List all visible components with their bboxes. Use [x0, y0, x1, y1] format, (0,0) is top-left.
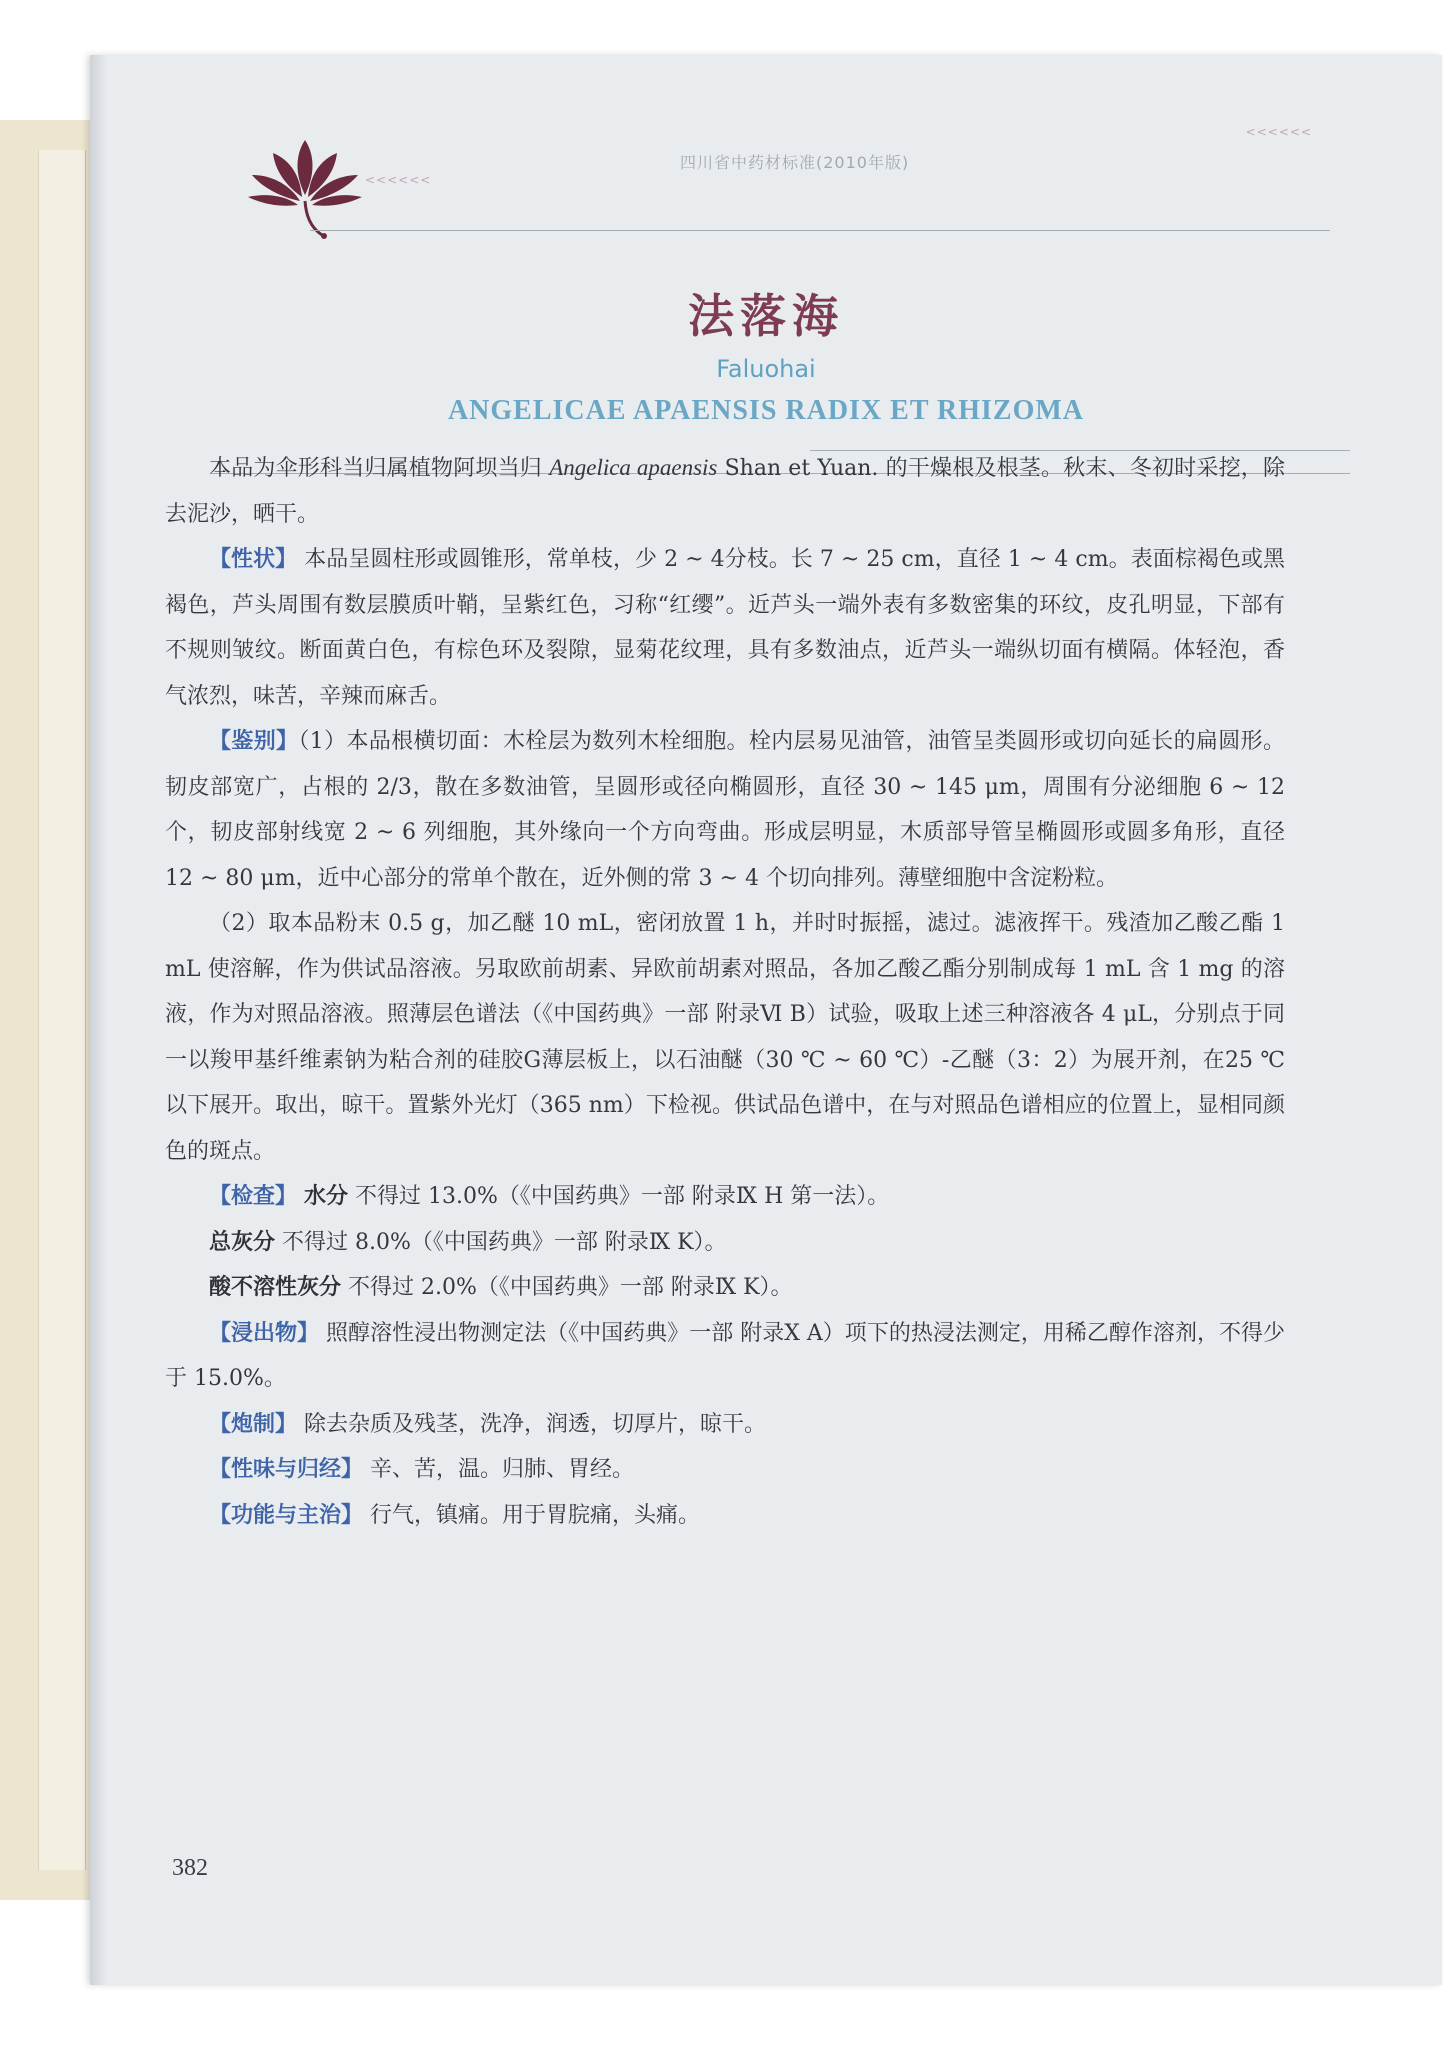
header-rule — [310, 230, 1330, 231]
extract-heading: 【浸出物】 — [209, 1320, 320, 1346]
characters-text: 本品呈圆柱形或圆锥形，常单枝，少 2 ~ 4分枝。长 7 ~ 25 cm，直径 1 ~ 4 cm。表面棕褐色或黑褐色，芦头周围有数层膜质叶鞘，呈紫红色，习称“红缨”。近芦头一端外表有多数密集的环纹，皮孔明显，下部有不规则皱纹。断面黄白色，有棕色环及裂隙，显菊花纹理，具有多数油点，近芦头一端纵切面有横隔。体轻泡，香气浓烈，味苦，辛辣而麻舌。 — [165, 547, 1285, 709]
total-ash-text: 不得过 8.0%（《中国药典》一部 附录Ⅸ K）。 — [275, 1229, 727, 1255]
intro-text-b: Shan et Yuan. 的干燥根及根茎。秋末、冬初时采挖，除去泥沙，晒干。 — [165, 456, 1285, 527]
title-latin: ANGELICAE APAENSIS RADIX ET RHIZOMA — [447, 395, 1085, 426]
functions-paragraph — [165, 1493, 1285, 1539]
page-stack-edge — [38, 150, 86, 1870]
intro-paragraph — [165, 445, 1285, 537]
processing-paragraph — [165, 1402, 1285, 1448]
moisture-label: 水分 — [304, 1184, 349, 1209]
acid-ash-text: 不得过 2.0%（《中国药典》一部 附录Ⅸ K）。 — [341, 1275, 793, 1300]
identification-item-2: （2）取本品粉末 0.5 g，加乙醚 10 mL，密闭放置 1 h，并时时振摇，滤过。滤液挥干。残渣加乙酸乙酯 1 mL 使溶解，作为供试品溶液。另取欧前胡素、异欧前胡素对照品，各加乙酸乙酯分别制成每 1 mL 含 1 mg 的溶液，作为对照品溶液。照薄层色谱法（《中国药典》一部 附录Ⅵ B）试验，吸取上述三种溶液各 4 μL，分别点于同一以羧甲基纤维素钠为粘合剂的硅胶G薄层板上，以石油醚（30 ℃ ~ 60 ℃）-乙醚（3：2）为展开剂，在25 ℃ 以下展开。取出，晾干。置紫外光灯（365 nm）下检视。供试品色谱中，在与对照品色谱相应的位置上，显相同颜色的斑点。 — [165, 911, 1285, 1164]
title-chinese: 法落海 — [688, 289, 844, 343]
nature-text: 辛、苦，温。归肺、胃经。 — [363, 1457, 635, 1482]
extract-text: 照醇溶性浸出物测定法（《中国药典》一部 附录Ⅹ A）项下的热浸法测定，用稀乙醇作溶剂，不得少于 15.0%。 — [165, 1320, 1285, 1391]
title-pinyin: Faluohai — [716, 355, 816, 383]
functions-heading: 【功能与主治】 — [209, 1502, 364, 1528]
processing-heading: 【炮制】 — [209, 1411, 298, 1437]
running-head: 四川省中药材标准(2010年版) — [680, 153, 910, 172]
species-name: Angelica apaensis — [549, 455, 718, 480]
identification-paragraph-1 — [165, 719, 1285, 901]
characters-paragraph — [165, 537, 1285, 719]
monograph-body — [165, 445, 1285, 1538]
nature-heading: 【性味与归经】 — [209, 1457, 364, 1482]
functions-text: 行气，镇痛。用于胃脘痛，头痛。 — [363, 1502, 701, 1528]
acid-ash-label: 酸不溶性灰分 — [209, 1275, 342, 1300]
nature-paragraph — [165, 1447, 1285, 1493]
characters-heading: 【性状】 — [209, 547, 298, 572]
acid-ash-paragraph — [165, 1265, 1285, 1311]
processing-text: 除去杂质及残茎，洗净，润透，切厚片，晾干。 — [297, 1411, 767, 1437]
identification-paragraph-2 — [165, 901, 1285, 1174]
identification-heading: 【鉴别】 — [209, 729, 299, 754]
header-ornament-right: <<<<<< — [1245, 125, 1312, 139]
page-number: 382 — [172, 1855, 208, 1881]
intro-text-a: 本品为伞形科当归属植物阿坝当归 — [209, 456, 550, 481]
total-ash-paragraph — [165, 1220, 1285, 1266]
moisture-text: 不得过 13.0%（《中国药典》一部 附录Ⅸ H 第一法）。 — [348, 1184, 890, 1209]
examination-paragraph — [165, 1174, 1285, 1220]
examination-heading: 【检查】 — [209, 1184, 298, 1209]
total-ash-label: 总灰分 — [209, 1229, 276, 1255]
leaf-logo-icon — [240, 135, 370, 245]
extract-paragraph — [165, 1311, 1285, 1402]
header-ornament-left: <<<<<< — [365, 173, 432, 187]
identification-item-1: （1）本品根横切面：木栓层为数列木栓细胞。栓内层易见油管，油管呈类圆形或切向延长的扁圆形。韧皮部宽广，占根的 2/3，散在多数油管，呈圆形或径向椭圆形，直径 30 ~ 145 μm，周围有分泌细胞 6 ~ 12 个，韧皮部射线宽 2 ~ 6 列细胞，其外缘向一个方向弯曲。形成层明显，木质部导管呈椭圆形或圆多角形，直径 12 ~ 80 μm，近中心部分的常单个散在，近外侧的常 3 ~ 4 个切向排列。薄壁细胞中含淀粉粒。 — [165, 729, 1285, 891]
